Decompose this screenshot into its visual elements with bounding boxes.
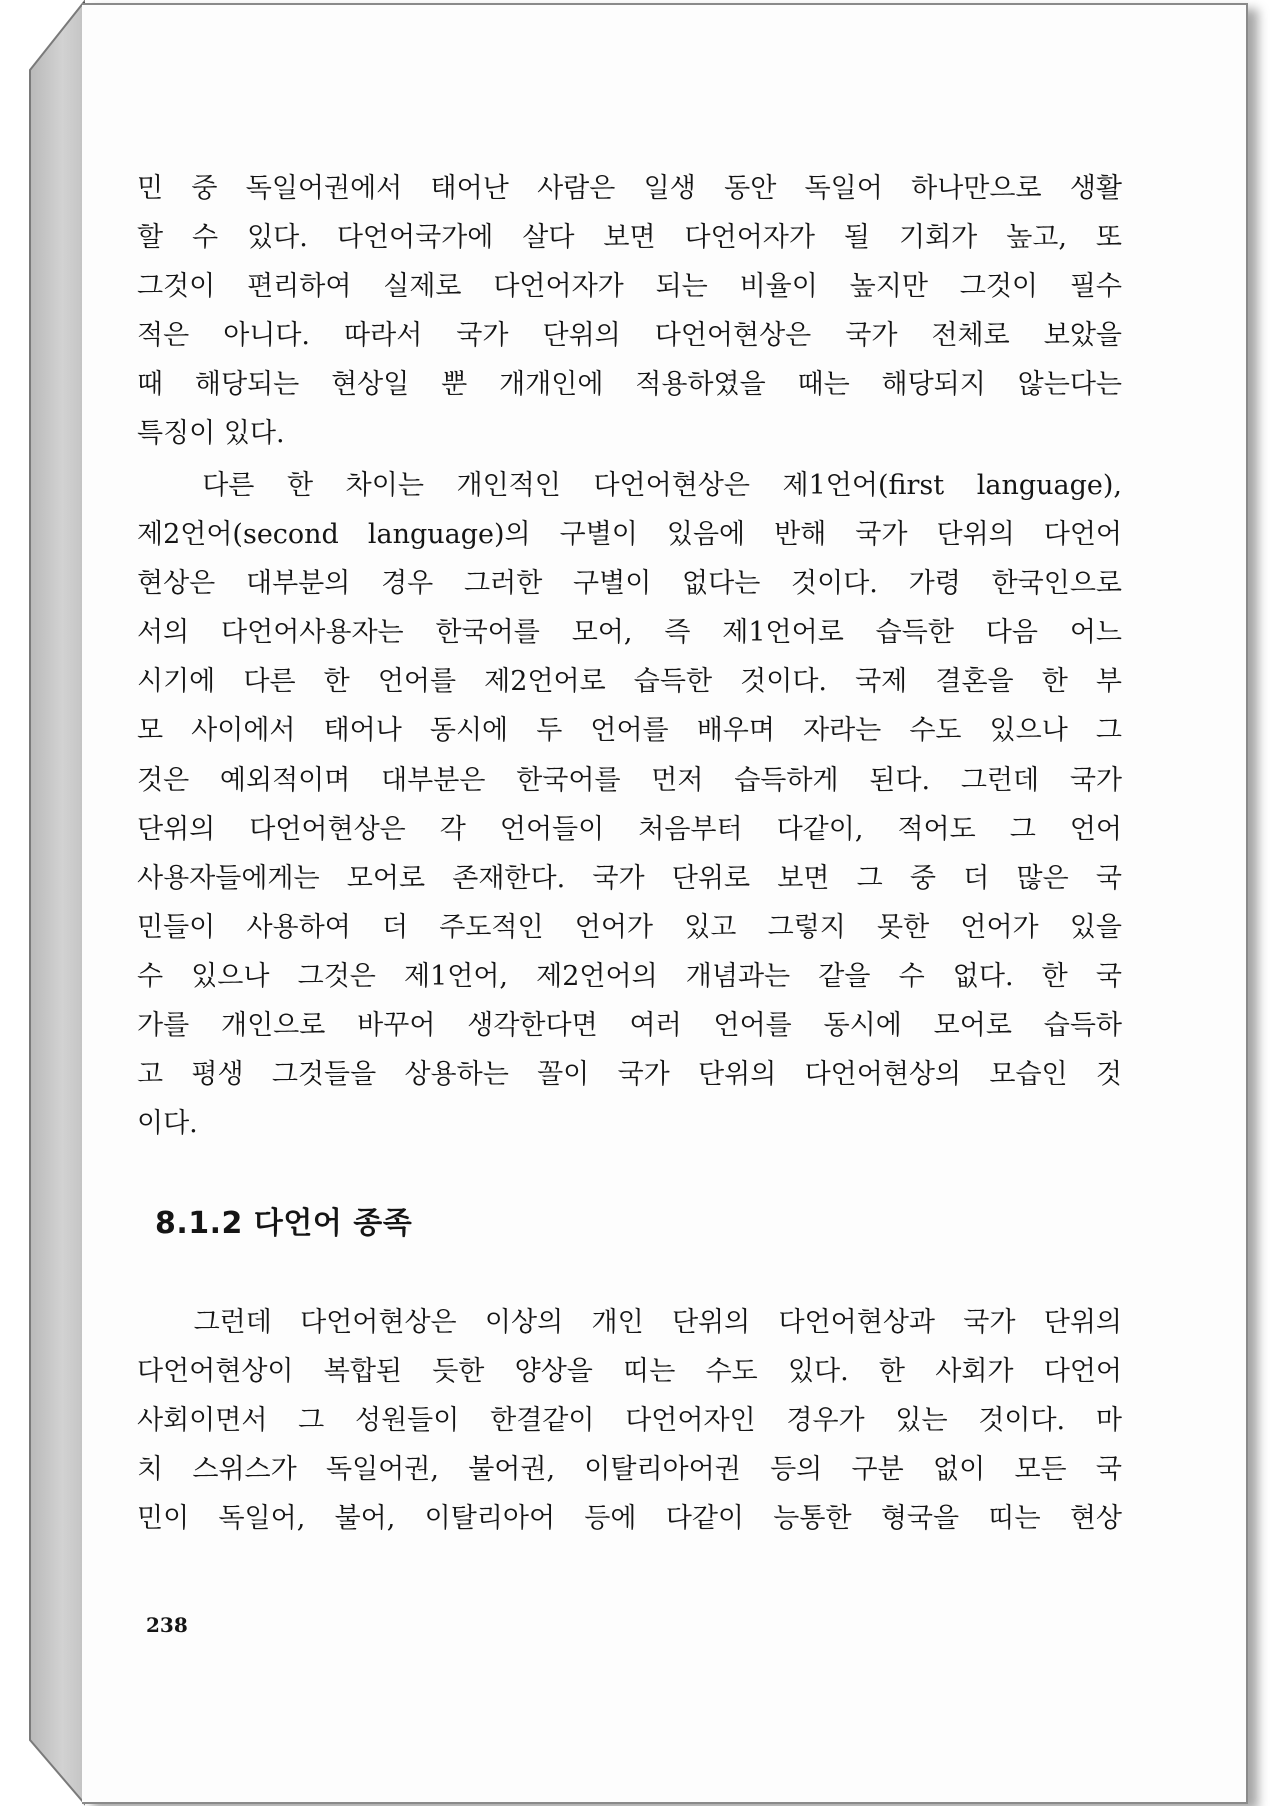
text-line: 민 중 독일어권에서 태어난 사람은 일생 동안 독일어 하나만으로 생활 — [137, 173, 1122, 204]
text-line: 것은 예외적이며 대부분은 한국어를 먼저 습득하게 된다. 그런데 국가 — [137, 764, 1122, 796]
text-line: 그런데 다언어현상은 이상의 개인 단위의 다언어현상과 국가 단위의 — [137, 1307, 1122, 1338]
text-line: 그것이 편리하여 실제로 다언어자가 되는 비율이 높지만 그것이 필수 — [137, 271, 1122, 303]
page-number: 238 — [146, 1613, 188, 1637]
text-line: 시기에 다른 한 언어를 제2언어로 습득한 것이다. 국제 결혼을 한 부 — [137, 666, 1122, 698]
text-line: 고 평생 그것들을 상용하는 꼴이 국가 단위의 다언어현상의 모습인 것 — [137, 1059, 1122, 1091]
text-line: 사용자들에게는 모어로 존재한다. 국가 단위로 보면 그 중 더 많은 국 — [137, 862, 1122, 894]
paragraph-2 — [137, 461, 1122, 1148]
text-line: 치 스위스가 독일어권, 불어권, 이탈리아어권 등의 구분 없이 모든 국 — [137, 1454, 1122, 1486]
text-line: 단위의 다언어현상은 각 언어들이 처음부터 다같이, 적어도 그 언어 — [137, 813, 1122, 845]
text-line: 민들이 사용하여 더 주도적인 언어가 있고 그렇지 못한 언어가 있을 — [137, 911, 1122, 943]
text-line: 현상은 대부분의 경우 그러한 구별이 없다는 것이다. 가령 한국인으로 — [137, 568, 1122, 600]
text-line: 적은 아니다. 따라서 국가 단위의 다언어현상은 국가 전체로 보았을 — [137, 320, 1122, 352]
text-line: 제2언어(second language)의 구별이 있음에 반해 국가 단위의 다언어 — [137, 519, 1122, 551]
text-line: 사회이면서 그 성원들이 한결같이 다언어자인 경우가 있는 것이다. 마 — [137, 1405, 1122, 1437]
text-line: 때 해당되는 현상일 뿐 개개인에 적용하였을 때는 해당되지 않는다는 — [137, 369, 1122, 401]
book-spine — [0, 0, 90, 1806]
section-paragraph — [137, 1298, 1122, 1543]
text-line: 서의 다언어사용자는 한국어를 모어, 즉 제1언어로 습득한 다음 어느 — [137, 617, 1122, 649]
section-heading: 8.1.2 다언어 종족 — [155, 1206, 413, 1241]
text-line: 다언어현상이 복합된 듯한 양상을 띠는 수도 있다. 한 사회가 다언어 — [137, 1356, 1122, 1388]
paragraph-1 — [137, 164, 1122, 459]
text-line: 할 수 있다. 다언어국가에 살다 보면 다언어자가 될 기회가 높고, 또 — [137, 222, 1122, 254]
text-line: 민이 독일어, 불어, 이탈리아어 등에 다같이 능통한 형국을 띠는 현상 — [137, 1503, 1122, 1535]
text-line: 다른 한 차이는 개인적인 다언어현상은 제1언어(first language), — [137, 470, 1122, 501]
text-line: 수 있으나 그것은 제1언어, 제2언어의 개념과는 같을 수 없다. 한 국 — [137, 960, 1122, 992]
text-line: 특징이 있다. — [137, 418, 285, 450]
text-line: 가를 개인으로 바꾸어 생각한다면 여러 언어를 동시에 모어로 습득하 — [137, 1010, 1122, 1042]
text-line: 모 사이에서 태어나 동시에 두 언어를 배우며 자라는 수도 있으나 그 — [137, 715, 1122, 747]
text-line: 이다. — [137, 1108, 198, 1140]
